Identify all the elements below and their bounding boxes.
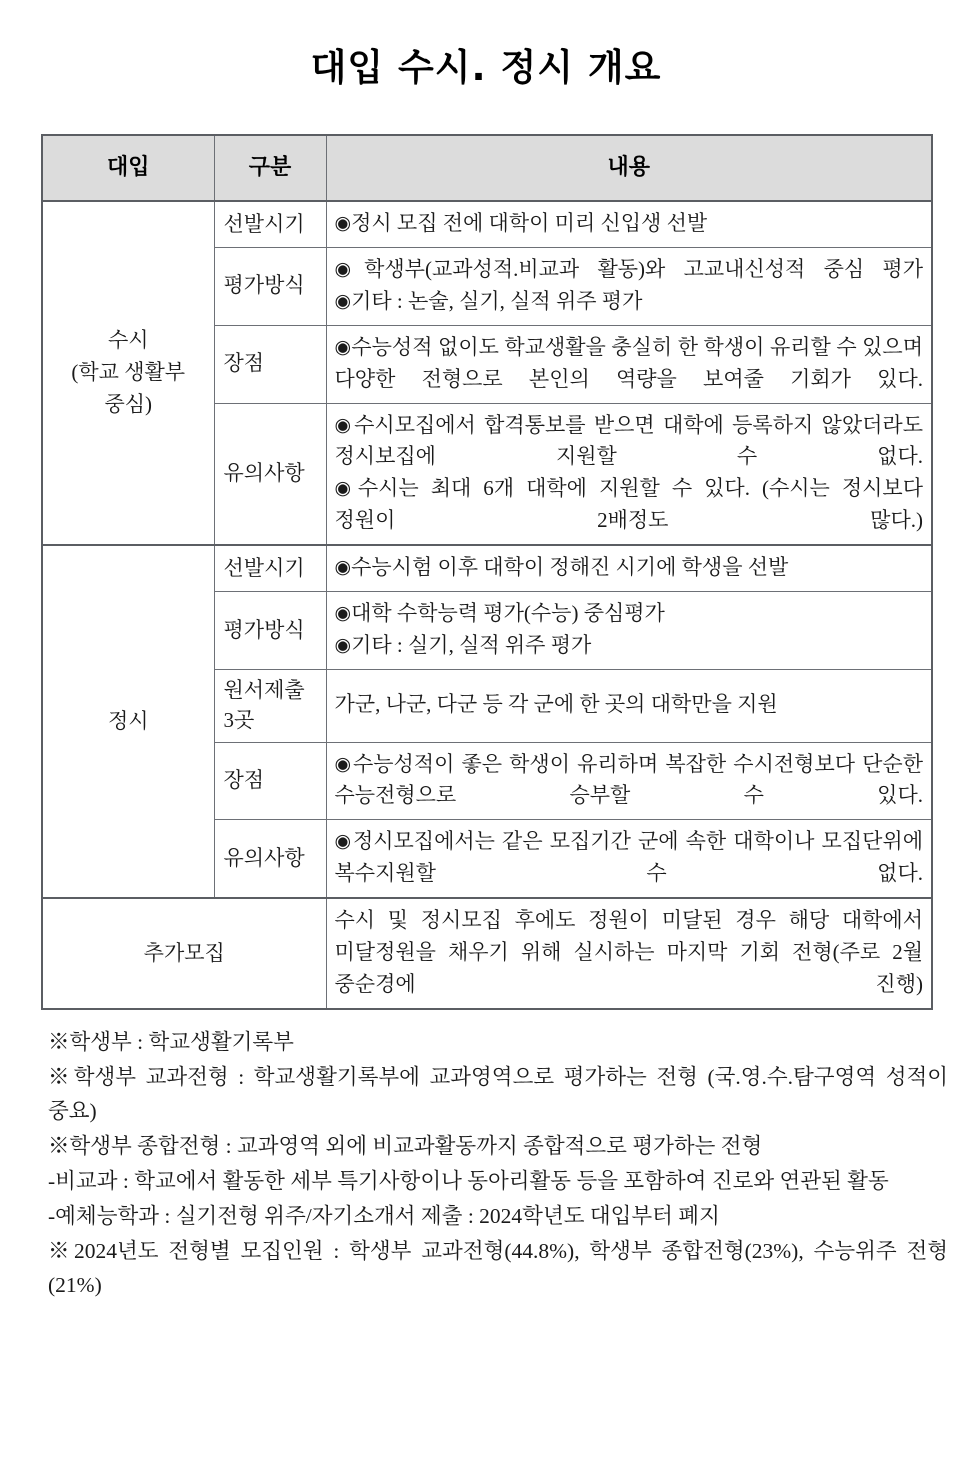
bullet-icon: ◉	[334, 258, 365, 280]
table-row	[42, 545, 932, 591]
content-cell	[326, 669, 932, 742]
content-text: 기타 : 실기, 실적 위주 평가	[351, 632, 592, 657]
bullet-icon: ◉	[334, 603, 352, 625]
section-label-jeongsi: 정시	[42, 545, 214, 898]
footnote-item: ※학생부 : 학교생활기록부	[48, 1029, 294, 1054]
content-cell	[326, 820, 932, 898]
bullet-icon: ◉	[334, 831, 353, 853]
category-label-line-1: 원서제출	[223, 677, 305, 702]
table-body	[42, 201, 932, 1009]
category-label: 유의사항	[214, 403, 326, 545]
content-text: 정시모집에서는 같은 모집기간 군에 속한 대학이나 모집단위에 복수지원할 수 없다.	[334, 829, 923, 886]
table-row	[42, 201, 932, 247]
bullet-icon: ◉	[334, 213, 352, 234]
page-title: 대입 수시. 정시 개요	[310, 46, 662, 89]
content-text: 학생부(교과성적.비교과 활동)와 고교내신성적 중심 평가	[364, 256, 923, 281]
bullet-icon: ◉	[334, 634, 352, 656]
column-header-admission: 대입	[42, 135, 214, 201]
footnote-item: -예체능학과 : 실기전형 위주/자기소개서 제출 : 2024학년도 대입부터 폐지	[48, 1203, 720, 1228]
section-label-line-3: 중심)	[104, 392, 153, 417]
bullet-icon: ◉	[334, 414, 355, 436]
category-label: 장점	[214, 325, 326, 403]
category-label: 평가방식	[214, 592, 326, 670]
content-text: 수시 및 정시모집 후에도 정원이 미달된 경우 해당 대학에서 미달정원을 채우기 위해 실시하는 마지막 기회 전형(주로 2월 중순경에 진행)	[334, 908, 923, 996]
content-cell	[326, 201, 932, 247]
footnote-item: -비교과 : 학교에서 활동한 세부 특기사항이나 동아리활동 등을 포함하여 진로와 연관된 활동	[48, 1168, 889, 1193]
category-label: 유의사항	[214, 820, 326, 898]
column-header-content: 내용	[326, 135, 932, 201]
content-cell	[326, 592, 932, 670]
content-text: 수시모집에서 합격통보를 받으면 대학에 등록하지 않았더라도 정시보집에 지원할 수 없다.	[334, 412, 923, 469]
category-label: 선발시기	[214, 201, 326, 247]
content-text: 대학 수학능력 평가(수능) 중심평가	[351, 601, 665, 626]
content-cell	[326, 403, 932, 545]
content-cell	[326, 742, 932, 820]
content-text: 수능성적 없이도 학교생활을 충실히 한 학생이 유리할 수 있으며 다양한 전형으로 본인의 역량을 보여줄 기회가 있다.	[334, 334, 923, 391]
bullet-icon: ◉	[334, 478, 358, 500]
content-cell	[326, 898, 932, 1009]
content-text: 수능시험 이후 대학이 정해진 시기에 학생을 선발	[351, 555, 789, 580]
bullet-icon: ◉	[334, 290, 352, 312]
category-label: 선발시기	[214, 545, 326, 591]
table-header	[42, 135, 932, 201]
content-cell	[326, 247, 932, 325]
content-cell	[326, 325, 932, 403]
footnote-item: ※2024년도 전형별 모집인원 : 학생부 교과전형(44.8%), 학생부 종합전형(23%), 수능위주 전형(21%)	[48, 1238, 948, 1297]
content-text: 수능성적이 좋은 학생이 유리하며 복잡한 수시전형보다 단순한 수능전형으로 승부할 수 있다.	[334, 751, 923, 808]
table-header-row	[42, 135, 932, 201]
footnote-item: ※학생부 교과전형 : 학교생활기록부에 교과영역으로 평가하는 전형 (국.영.수.탐구영역 성적이 중요)	[48, 1064, 948, 1123]
table-row	[42, 898, 932, 1009]
bullet-icon: ◉	[334, 753, 353, 775]
section-label-susi	[42, 201, 214, 545]
section-label-line-1: 수시	[107, 328, 149, 353]
content-cell	[326, 545, 932, 591]
footnote-item: ※학생부 종합전형 : 교과영역 외에 비교과활동까지 종합적으로 평가하는 전형	[48, 1133, 763, 1158]
section-label-line-2: (학교 생활부	[71, 360, 186, 385]
bullet-icon: ◉	[334, 336, 352, 358]
content-text: 기타 : 논술, 실기, 실적 위주 평가	[351, 288, 643, 313]
admissions-overview-table	[41, 134, 933, 1010]
footnotes	[0, 1026, 972, 1303]
content-text: 수시는 최대 6개 대학에 지원할 수 있다. (수시는 정시보다 정원이 2배정도 많다.)	[334, 476, 923, 533]
overview-table-container	[41, 134, 931, 1010]
category-label: 평가방식	[214, 247, 326, 325]
category-label-line-2: 3곳	[223, 707, 255, 732]
additional-recruitment-label: 추가모집	[42, 898, 326, 1009]
bullet-icon: ◉	[334, 557, 352, 579]
column-header-category: 구분	[214, 135, 326, 201]
content-text: 정시 모집 전에 대학이 미리 신입생 선발	[351, 211, 708, 235]
content-text: 가군, 나군, 다군 등 각 군에 한 곳의 대학만을 지원	[334, 692, 778, 717]
category-label: 장점	[214, 742, 326, 820]
category-label	[214, 669, 326, 742]
